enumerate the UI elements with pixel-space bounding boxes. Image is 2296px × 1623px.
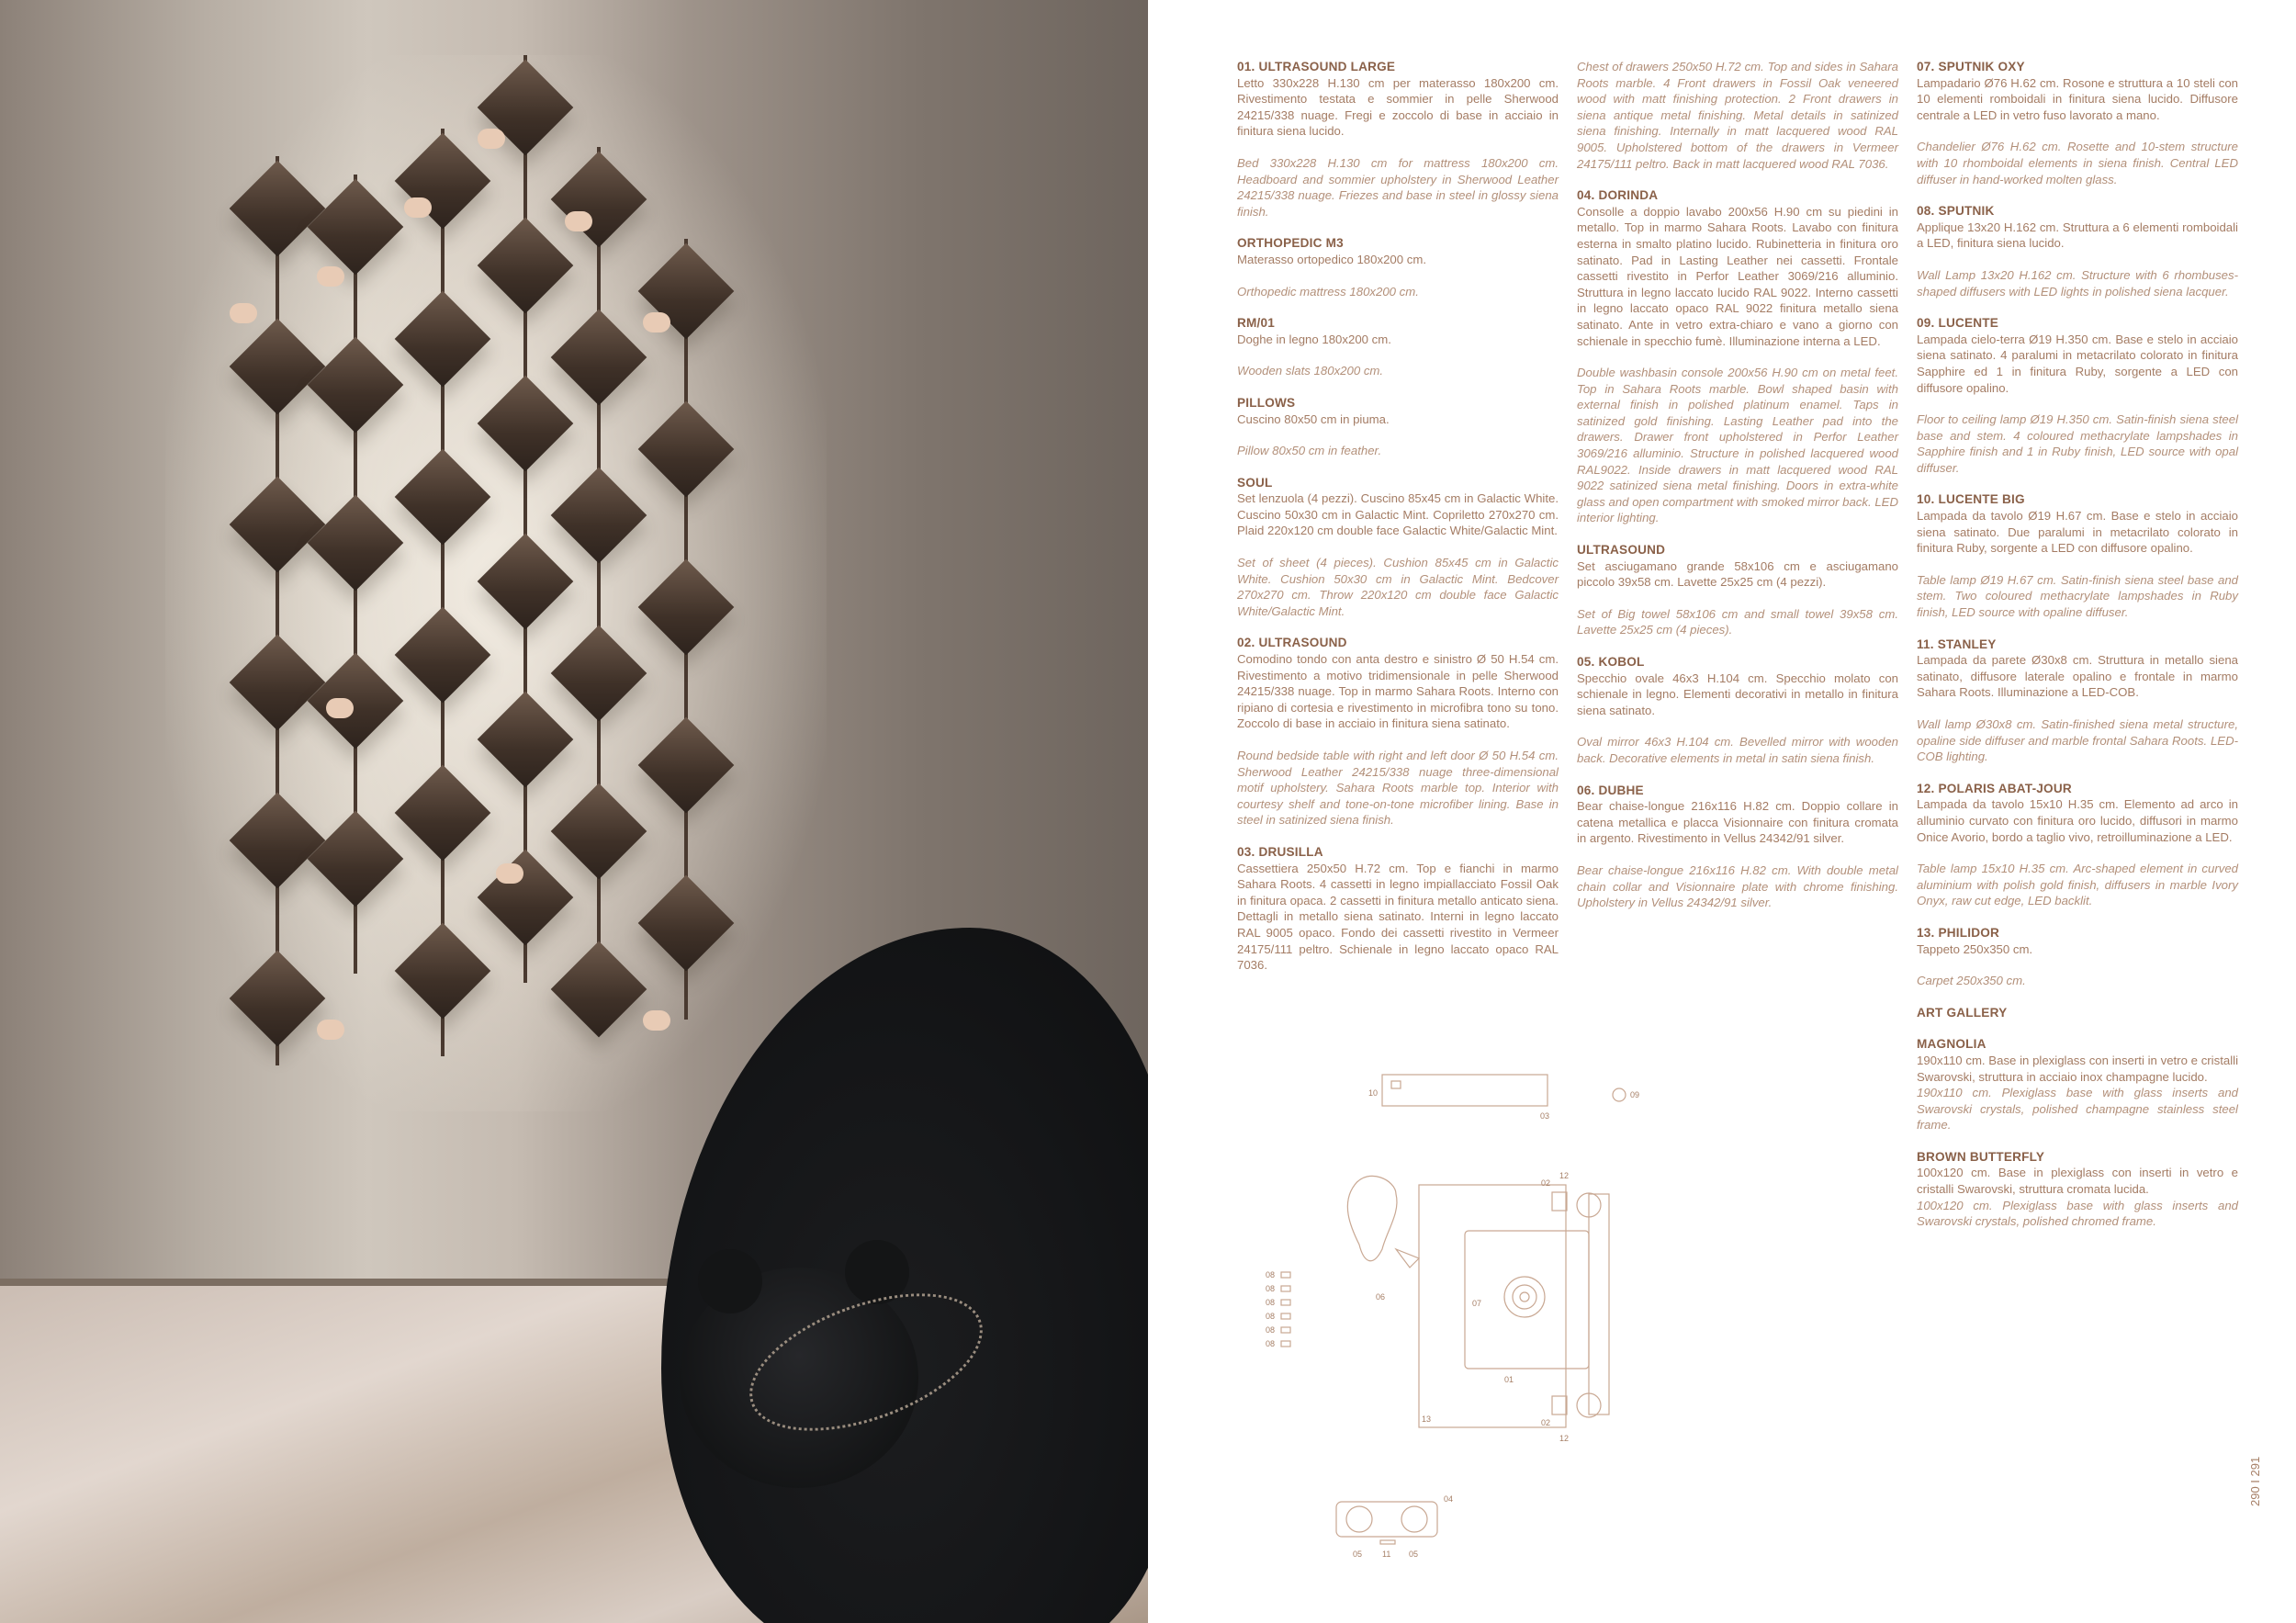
plan-label-08-1: 08 <box>1266 1270 1276 1279</box>
plan-sputnik-wall <box>1281 1272 1290 1347</box>
page-number: 290 I 291 <box>2248 1456 2262 1506</box>
product-title: ORTHOPEDIC M3 <box>1237 236 1344 251</box>
lamp-peg <box>404 197 432 218</box>
plan-label-10: 10 <box>1368 1088 1379 1098</box>
product-description-en: Chest of drawers 250x50 H.72 cm. Top and sides in Sahara Roots marble. 4 Front drawers in Fossil Oak veneered wood with matt finishing protection. 2 Front drawers in siena antique metal finishing. Metal details in satinized siena finishing. Internally in matt lacquered wood RAL 9005. Upholstered bottom of the drawers in Vermeer 24175/111 peltro. Back in matt lacquered wood RAL 7036. <box>1577 60 1898 171</box>
lamp-peg <box>496 863 523 884</box>
plan-drusilla <box>1382 1075 1548 1106</box>
plan-bear-chaise <box>1347 1176 1397 1260</box>
product-description-en: Oval mirror 46x3 H.104 cm. Bevelled mirror with wooden back. Decorative elements in metal in satin siena finish. <box>1577 735 1898 765</box>
plan-label-13: 13 <box>1422 1414 1432 1424</box>
product-description-it: Cuscino 80x50 cm in piuma. <box>1237 411 1390 426</box>
plan-lucente-big <box>1391 1081 1401 1088</box>
product-description-en: Orthopedic mattress 180x200 cm. <box>1237 284 1419 299</box>
bear-ear-left <box>698 1249 762 1313</box>
product-title: 11. STANLEY <box>1917 637 1997 651</box>
plan-label-12-top: 12 <box>1559 1171 1570 1180</box>
product-description-it: 100x120 cm. Base in plexiglass con inserti in vetro e cristalli Swarovski, struttura cromata lucida. <box>1917 1166 2238 1197</box>
product-description-it: Materasso ortopedico 180x200 cm. <box>1237 252 1426 266</box>
product-description-it: Applique 13x20 H.162 cm. Struttura a 6 elementi romboidali a LED, finitura siena lucido. <box>1917 220 2238 251</box>
lamp-peg <box>326 698 354 718</box>
product-description-en: Wooden slats 180x200 cm. <box>1237 364 1384 378</box>
product-description-en: Floor to ceiling lamp Ø19 H.350 cm. Satin-finish siena steel base and stem. 4 coloured methacrylate lampshades in Sapphire finish and 1 in Ruby finish, LED source with opal diffuser. <box>1917 412 2238 475</box>
product-title: ART GALLERY <box>1917 1005 2008 1020</box>
product-description-en: Bed 330x228 H.130 cm for mattress 180x200 cm. Headboard and sommier upholstery in Sherwood Leather 24215/338 nuage. Friezes and base in steel in glossy siena finish. <box>1237 155 1559 219</box>
plan-label-11: 11 <box>1382 1550 1391 1559</box>
plan-label-02-bottom: 02 <box>1541 1418 1551 1427</box>
plan-label-08-4: 08 <box>1266 1312 1276 1321</box>
lamp-strip <box>276 156 279 1065</box>
product-description-en: Bear chaise-longue 216x116 H.82 cm. With double metal chain collar and Visionnaire plate with chrome finishing. Upholstery in Vellus 24342/91 silver. <box>1577 862 1898 910</box>
product-title: RM/01 <box>1237 316 1276 331</box>
lamp-peg <box>230 303 257 323</box>
product-description-en: Table lamp Ø19 H.67 cm. Satin-finish siena steel base and stem. Two coloured methacrylate lampshades in Ruby finish, LED source with opaline diffuser. <box>1917 572 2238 620</box>
product-title: SOUL <box>1237 475 1273 490</box>
product-description-en: Wall Lamp 13x20 H.162 cm. Structure with 6 rhombuses-shaped diffusers with LED lights in polished siena lacquer. <box>1917 267 2238 299</box>
product-description-en: Wall lamp Ø30x8 cm. Satin-finished siena metal structure, opaline side diffuser and marble frontal Sahara Roots. LED-COB lighting. <box>1917 717 2238 764</box>
plan-headboard <box>1589 1194 1609 1414</box>
lamp-peg <box>317 1020 344 1040</box>
product-title: 05. KOBOL <box>1577 655 1645 669</box>
plan-label-12-bottom: 12 <box>1559 1434 1570 1443</box>
plan-label-08-6: 08 <box>1266 1339 1276 1348</box>
text-column-3 <box>1917 59 2238 1245</box>
product-title: 04. DORINDA <box>1577 188 1659 203</box>
plan-label-05-left: 05 <box>1353 1550 1363 1559</box>
product-description-en: Carpet 250x350 cm. <box>1917 974 2026 988</box>
product-title: ULTRASOUND <box>1577 543 1666 558</box>
plan-label-08-5: 08 <box>1266 1325 1276 1335</box>
lamp-strip <box>523 55 527 983</box>
product-title: 02. ULTRASOUND <box>1237 636 1347 650</box>
product-description-it: Tappeto 250x350 cm. <box>1917 941 2033 956</box>
plan-bedside-top <box>1552 1192 1567 1211</box>
lamp-peg <box>565 211 592 231</box>
lamp-peg <box>643 312 670 332</box>
product-description-it: 190x110 cm. Base in plexiglass con inserti in vetro e cristalli Swarovski, struttura in acciaio inox champagne lucido. <box>1917 1053 2238 1084</box>
product-description-en: 100x120 cm. Plexiglass base with glass inserts and Swarovski crystals, polished chromed frame. <box>1917 1198 2238 1229</box>
product-description-it: Set asciugamano grande 58x106 cm e asciugamano piccolo 39x58 cm. Lavette 25x25 cm (4 pezzi). <box>1577 558 1898 590</box>
product-description-it: Doghe in legno 180x200 cm. <box>1237 332 1391 346</box>
text-column-2 <box>1577 59 1898 927</box>
product-title: 03. DRUSILLA <box>1237 844 1323 859</box>
product-description-it: Lampada da tavolo Ø19 H.67 cm. Base e stelo in acciaio siena satinato. Due paralumi in metacrilato colorato in finitura Ruby, sorgente a LED con diffusore opalino. <box>1917 509 2238 556</box>
plan-label-08-2: 08 <box>1266 1284 1276 1293</box>
product-title: BROWN BUTTERFLY <box>1917 1149 2045 1164</box>
product-description-en: Pillow 80x50 cm in feather. <box>1237 444 1382 458</box>
plan-chandelier <box>1504 1277 1545 1317</box>
product-description-en: Chandelier Ø76 H.62 cm. Rosette and 10-stem structure with 10 rhomboidal elements in siena finish. Central LED diffuser in hand-worked molten glass. <box>1917 140 2238 186</box>
plan-kobol <box>1380 1540 1395 1544</box>
product-title: 12. POLARIS ABAT-JOUR <box>1917 781 2072 795</box>
product-description-it: Lampada da tavolo 15x10 H.35 cm. Elemento ad arco in alluminio curvato con finitura oro lucido, diffusori in marmo Onice Avorio, bordo a taglio vivo, retroilluminazione a LED. <box>1917 797 2238 844</box>
lamp-peg <box>478 129 505 149</box>
plan-label-06: 06 <box>1376 1292 1386 1302</box>
lamp-strip <box>597 147 601 1029</box>
plan-bed <box>1465 1231 1589 1369</box>
lamp-peg <box>317 266 344 287</box>
plan-sputnik-oxy-mini <box>1613 1088 1626 1101</box>
product-description-it: Specchio ovale 46x3 H.104 cm. Specchio molato con schienale in legno. Elementi decorativi in metallo in finitura siena satinato. <box>1577 671 1898 717</box>
product-title: 08. SPUTNIK <box>1917 204 1995 219</box>
product-title: 09. LUCENTE <box>1917 316 1999 331</box>
product-title: 13. PHILIDOR <box>1917 925 2000 940</box>
product-description-it: Consolle a doppio lavabo 200x56 H.90 cm su piedini in metallo. Top in marmo Sahara Roots. Lavabo con finitura esterna in smalto platino lucido. Rubinetteria in finitura oro satinato. Pad in Lasting Leather nei cassetti. Frontale cassetti rivestito in Perfor Leather 3069/216 alluminio. Struttura in legno laccato lucido RAL 9022. Interno cassetti in legno laccato opaco RAL 9022 finitura metallo siena satinato. Ante in vetro extra-chiaro e vano a giorno con schienale in specchio fumè. Illuminazione interna a LED. <box>1577 204 1898 348</box>
product-description-en: Double washbasin console 200x56 H.90 cm on metal feet. Top in Sahara Roots marble. Bowl shaped basin with external finish in polished platinum enamel. Taps in satinized gold finishing. Lasting Leather pad into the drawers. Drawer front upholstered in Perfor Leather 3069/216 alluminio. Structure in polished lacquered wood RAL9022. Inside drawers in matt lacquered wood RAL 9022 satinized siena metal finishing. Doors in extra-white glass and open compartment with smoked mirror back. LED interior lighting. <box>1577 366 1898 525</box>
product-description-en: Round bedside table with right and left door Ø 50 H.54 cm. Sherwood Leather 24215/338 nuage three-dimensional motif upholstery. Sahara Roots marble top. Interior with courtesy shelf and tone-on-tone microfiber lining. Base in steel in satinized siena finish. <box>1237 749 1559 828</box>
plan-bedside-bottom <box>1552 1396 1567 1414</box>
product-description-en: 190x110 cm. Plexiglass base with glass inserts and Swarovski crystals, polished champagne stainless steel frame. <box>1917 1086 2238 1133</box>
lamp-peg <box>643 1010 670 1031</box>
product-description-en: Set of sheet (4 pieces). Cushion 85x45 cm in Galactic White. Cushion 50x30 cm in Galactic Mint. Bedcover 270x270 cm. Throw 220x120 cm double face Galactic White/Galactic Mint. <box>1237 556 1559 618</box>
product-description-it: Lampada da parete Ø30x8 cm. Struttura in metallo siena satinato, diffusore laterale opalino e frontale in marmo Sahara Roots. Illuminazione a LED-COB. <box>1917 653 2238 700</box>
plan-label-07: 07 <box>1472 1299 1482 1308</box>
product-description-it: Lampadario Ø76 H.62 cm. Rosone e struttura a 10 steli con 10 elementi romboidali in finitura siena lucido. Diffusore centrale a LED in vetro fuso lavorato a mano. <box>1917 75 2238 122</box>
product-description-it: Comodino tondo con anta destro e sinistro Ø 50 H.54 cm. Rivestimento a motivo tridimensionale in pelle Sherwood 24215/338 nuage. Top in marmo Sahara Roots. Interno con ripiano di cortesia e rivestimento in microfibra tono su tono. Zoccolo di base in acciaio in finitura siena satinato. <box>1237 652 1559 731</box>
plan-label-02-top: 02 <box>1541 1178 1551 1188</box>
product-description-en: Set of Big towel 58x106 cm and small towel 39x58 cm. Lavette 25x25 cm (4 pieces). <box>1577 606 1898 637</box>
plan-label-09: 09 <box>1630 1090 1640 1099</box>
floor-plan-diagram <box>1212 1056 1690 1589</box>
product-description-it: Letto 330x228 H.130 cm per materasso 180x200 cm. Rivestimento testata e sommier in pelle Sherwood 24215/338 nuage. Fregi e zoccolo di base in acciaio in finitura siena lucido. <box>1237 75 1559 139</box>
product-title: 10. LUCENTE BIG <box>1917 492 2025 507</box>
plan-label-01: 01 <box>1504 1375 1514 1384</box>
product-description-it: Lampada cielo-terra Ø19 H.350 cm. Base e stelo in acciaio siena satinato. 4 paralumi in metacrilato colorato in finitura Sapphire ed 1 in finitura Ruby, sorgente a LED con diffusore opalino. <box>1917 332 2238 395</box>
product-title: PILLOWS <box>1237 395 1296 410</box>
plan-label-04: 04 <box>1444 1494 1454 1504</box>
product-title: MAGNOLIA <box>1917 1037 1986 1052</box>
product-title: 01. ULTRASOUND LARGE <box>1237 60 1396 73</box>
product-description-it: Set lenzuola (4 pezzi). Cuscino 85x45 cm in Galactic White. Cuscino 50x30 cm in Galactic Mint. Copriletto 270x270 cm. Plaid 220x120 cm double face Galactic White/Galactic Mint. <box>1237 491 1559 538</box>
text-column-1 <box>1237 59 1559 989</box>
lamp-strip <box>441 129 445 1056</box>
product-title: 06. DUBHE <box>1577 783 1644 797</box>
product-description-en: Table lamp 15x10 H.35 cm. Arc-shaped element in curved aluminium with polish gold finish, diffusers in marble Ivory Onyx, raw cut edge, LED backlit. <box>1917 862 2238 908</box>
plan-dorinda <box>1336 1502 1437 1537</box>
plan-label-05-right: 05 <box>1409 1550 1419 1559</box>
plan-label-03: 03 <box>1540 1111 1550 1121</box>
plan-label-08-3: 08 <box>1266 1298 1276 1307</box>
product-description-it: Bear chaise-longue 216x116 H.82 cm. Doppio collare in catena metallica e placca Visionnaire con finitura cromata in argento. Rivestimento in Vellus 24342/91 silver. <box>1577 799 1898 846</box>
product-description-it: Cassettiera 250x50 H.72 cm. Top e fianchi in marmo Sahara Roots. 4 cassetti in legno impiallacciato Fossil Oak in finitura opaca. 2 cassetti in finitura metallo anticato siena. Dettagli in metallo siena satinato. Interni in legno laccato RAL 9005 opaco. Fondo dei cassetti rivestito in Vermeer 24175/111 peltro. Schienale in legno laccato opaco RAL 7036. <box>1237 861 1559 973</box>
product-title: 07. SPUTNIK OXY <box>1917 60 2025 73</box>
plan-carpet <box>1419 1185 1566 1427</box>
